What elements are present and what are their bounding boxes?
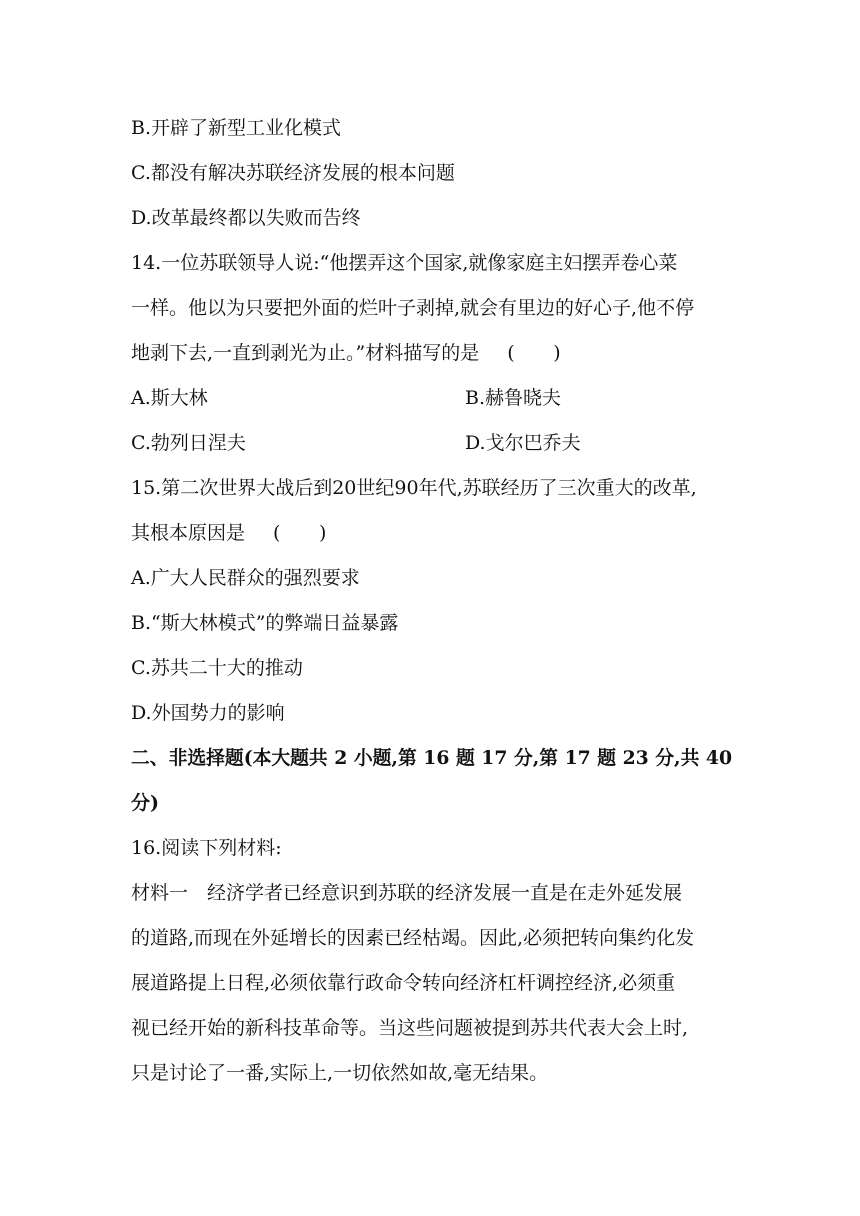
material-1-line-1: 材料一 经济学者已经意识到苏联的经济发展一直是在走外延发展 — [131, 882, 683, 904]
paren-open: ( — [507, 342, 515, 364]
q14-answer-blank — [507, 341, 599, 365]
paren-close: ) — [319, 522, 327, 544]
q14-option-c: C.勃列日涅夫 — [131, 432, 246, 454]
material-1-line-5: 只是讨论了一番,实际上,一切依然如故,毫无结果。 — [131, 1062, 549, 1084]
q16-stem: 16.阅读下列材料: — [131, 837, 282, 859]
paren-close: ) — [553, 342, 561, 364]
q15-stem-text: 其根本原因是 — [131, 522, 246, 544]
q14-stem-line-3 — [131, 341, 599, 365]
material-1-line-4: 视已经开始的新科技革命等。当这些问题被提到苏共代表大会上时, — [131, 1017, 689, 1039]
material-1-line-2: 的道路,而现在外延增长的因素已经枯竭。因此,必须把转向集约化发 — [131, 927, 695, 949]
q15-option-a: A.广大人民群众的强烈要求 — [131, 567, 360, 589]
q14-option-b: B.赫鲁晓夫 — [465, 387, 562, 409]
section-2-heading-line-1: 二、非选择题(本大题共 2 小题,第 16 题 17 分,第 17 题 23 分,共 40 — [131, 747, 733, 769]
q15-stem-line-2 — [131, 521, 365, 545]
q14-stem-text: 地剥下去,一直到剥光为止。”材料描写的是 — [131, 342, 480, 364]
q13-option-c: C.都没有解决苏联经济发展的根本问题 — [131, 162, 455, 184]
q14-option-d: D.戈尔巴乔夫 — [465, 432, 581, 454]
q13-option-b: B.开辟了新型工业化模式 — [131, 117, 342, 139]
material-1-line-3: 展道路提上日程,必须依靠行政命令转向经济杠杆调控经济,必须重 — [131, 972, 676, 994]
section-2-heading-line-2: 分) — [131, 792, 159, 814]
q14-stem-line-2: 一样。他以为只要把外面的烂叶子剥掉,就会有里边的好心子,他不停 — [131, 297, 695, 319]
q15-option-d: D.外国势力的影响 — [131, 702, 285, 724]
q15-answer-blank — [273, 521, 365, 545]
q14-option-a: A.斯大林 — [131, 387, 208, 409]
q15-option-b: B.“斯大林模式”的弊端日益暴露 — [131, 612, 399, 634]
q13-option-d: D.改革最终都以失败而告终 — [131, 207, 361, 229]
q14-stem-line-1: 14.一位苏联领导人说:“他摆弄这个国家,就像家庭主妇摆弄卷心菜 — [131, 252, 678, 274]
paren-open: ( — [273, 522, 281, 544]
q15-option-c: C.苏共二十大的推动 — [131, 657, 303, 679]
q15-stem-line-1: 15.第二次世界大战后到20世纪90年代,苏联经历了三次重大的改革, — [131, 477, 697, 499]
